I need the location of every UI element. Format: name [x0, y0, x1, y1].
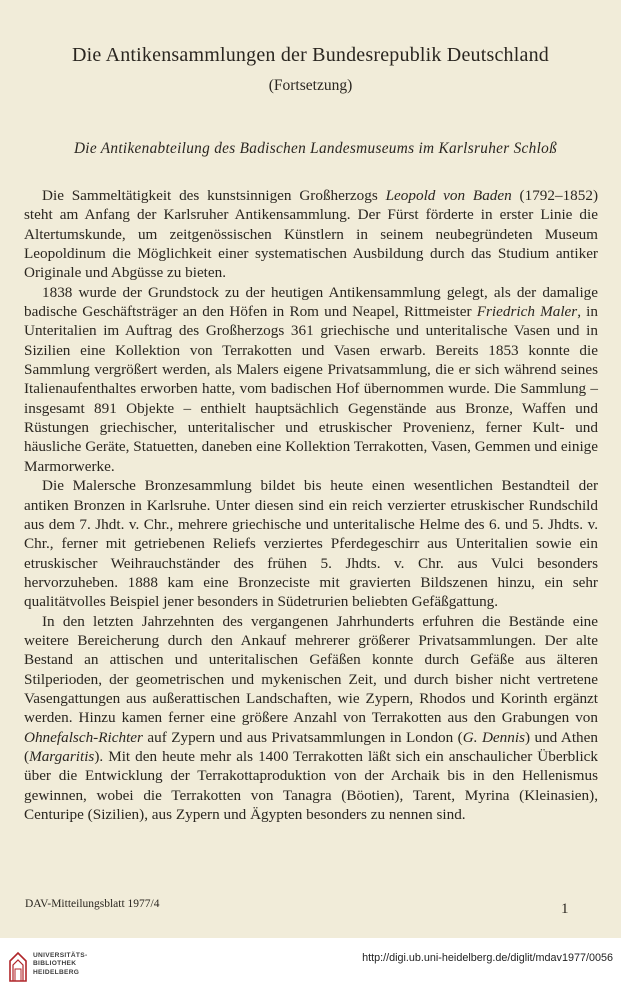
- paragraph-2: 1838 wurde der Grundstock zu der heutigen Antikensammlung gelegt, als der damalige badische Geschäftsträger an den Höfen in Rom und Neapel, Rittmeister Friedrich Maler, in Unteritalien im Auftrag des Großherzogs 361 griechische und unteritalische Vasen und in Sizilien eine Kollektion von Terrakotten und Vasen erwarb. Bereits 1853 konnte die Sammlung vergrößert werden, als Malers eigene Privatsammlung, die er sich während seines Italienaufenthaltes erworben hatte, vom badischen Hof übernommen wurde. Die Sammlung – insgesamt 891 Objekte – enthielt hauptsächlich Gegenstände aus Bronze, Waffen und Rüstungen griechischer, unteritalischer und etruskischer Provenienz, ferner Kult- und häusliche Geräte, Statuetten, daneben eine Kollektion Terrakotten, Vasen, Gemmen und einige Marmorwerke.: [24, 283, 598, 475]
- paragraph-3: Die Malersche Bronzesammlung bildet bis heute einen wesentlichen Bestandteil der antiken Bronzen in Karlsruhe. Unter diesen sind ein reich verzierter etruskischer Rundschild aus dem 7. Jhdt. v. Chr., mehrere griechische und unteritalische Helme des 6. und 5. Jhdts. v. Chr., ferner mit getriebenen Reliefs verziertes Pferdegeschirr aus Unteritalien sowie ein etruskischer Weihrauchständer des frühen 5. Jhdts. v. Chr. aus Vulci besonders hervorzuheben. 1888 kam eine Bronzeciste mit gravierten Bildszenen hinzu, ein sehr qualitätvolles Beispiel jener besonders in Südetrurien beliebten Gefäßgattung.: [24, 477, 598, 611]
- paragraph-4: In den letzten Jahrzehnten des vergangenen Jahrhunderts erfuhren die Bestände eine weitere Bereicherung durch den Ankauf mehrerer größerer Privatsammlungen. Der alte Bestand an attischen und unteritalischen Gefäßen konnte durch Gefäße aus älteren Stilperioden, der geometrischen und mykenischen Zeit, und durch bisher nicht vertretene Vasengattungen aus außerattischen Landschaften, wie Zypern, Rhodos und Korinth ergänzt werden. Hinzu kamen ferner eine größere Anzahl von Terrakotten aus den Grabungen von Ohnefalsch-Richter auf Zypern und aus Privatsammlungen in London (G. Dennis) und Athen (Margaritis). Mit den heute mehr als 1400 Terrakotten läßt sich ein anschaulicher Überblick über die Entwicklung der Terrakottaproduktion von der Archaik bis in den Hellenismus gewinnen, wobei die Terrakotten von Tanagra (Böotien), Tarent, Myrina (Kleinasien), Centuripe (Sizilien), aus Zypern und Ägypten besonders zu nennen sind.: [24, 612, 598, 823]
- section-title: Die Antikenabteilung des Badischen Landesmuseums im Karlsruher Schloß: [73, 140, 558, 157]
- article-body: [24, 186, 598, 824]
- journal-footer: DAV-Mitteilungsblatt 1977/4: [25, 898, 160, 910]
- paragraph-1: Die Sammeltätigkeit des kunstsinnigen Großherzogs Leopold von Baden (1792–1852) steht am Anfang der Karlsruher Antikensammlung. Der Fürst förderte in erster Linie die Altertumskunde, um zeitgenössischen Künstlern in seinem neubegründeten Museum Leopoldinum die Möglichkeit einer systematischen Ausbildung durch das Studium antiker Originale und Abgüsse zu bieten.: [24, 187, 599, 282]
- viewer-footer-bar: [0, 938, 621, 991]
- university-library-logo-icon: [8, 951, 28, 983]
- page-subtitle: (Fortsetzung): [268, 77, 353, 94]
- library-name: UNIVERSITÄTS- BIBLIOTHEK HEIDELBERG: [33, 952, 88, 976]
- page-title: Die Antikensammlungen der Bundesrepublik Deutschland: [72, 44, 549, 66]
- document-url-link[interactable]: http://digi.ub.uni-heidelberg.de/diglit/mdav1977/0056: [362, 952, 613, 964]
- page-number: 1: [561, 901, 569, 917]
